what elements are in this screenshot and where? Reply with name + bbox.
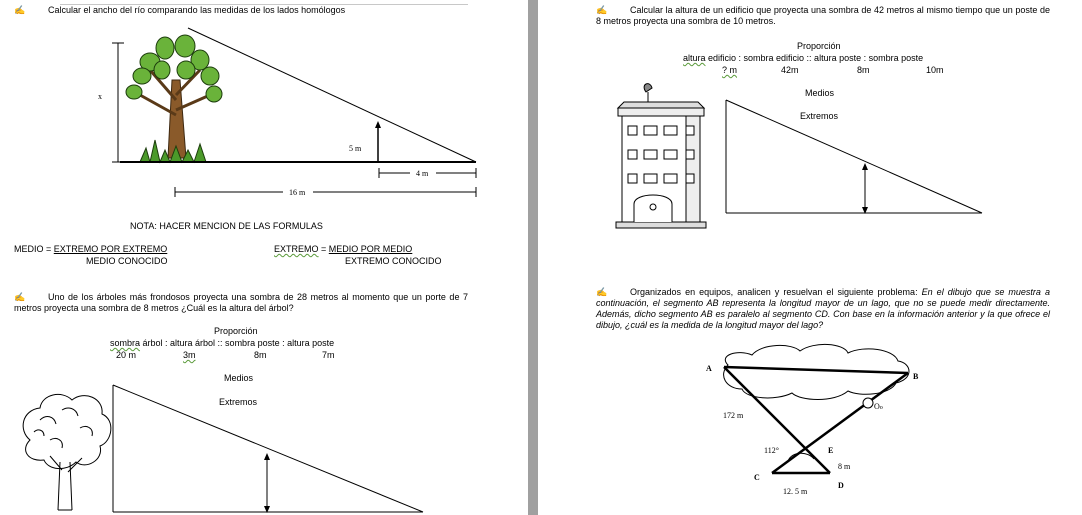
proportion-rest: árbol : altura árbol :: sombra poste : altura poste <box>140 338 335 348</box>
proportion-value-3: 8m <box>857 65 870 75</box>
proportion-value-3: 8m <box>254 350 267 360</box>
proportion-rest: edificio : sombra edificio :: altura poste : sombra poste <box>705 53 924 63</box>
proportion-row <box>110 338 334 349</box>
formula-extremo-numerator: MEDIO POR MEDIO <box>328 244 413 254</box>
proportion-value-2: 42m <box>781 65 799 75</box>
formula-medio <box>14 244 167 255</box>
proportion-value-4: 7m <box>322 350 335 360</box>
page-gap <box>528 0 538 515</box>
ed-length-label: 8 m <box>838 462 851 471</box>
medios-label: Medios <box>224 373 254 383</box>
side-length-label: 172 m <box>723 411 744 420</box>
formulas-note: NOTA: HACER MENCION DE LAS FORMULAS <box>130 221 323 231</box>
point-d-label: D <box>838 481 844 490</box>
extremos-label: Extremos <box>219 397 258 407</box>
point-e-label: E <box>828 446 834 455</box>
document-page-left <box>0 0 528 515</box>
pole-height-label: 5 m <box>349 144 362 153</box>
pen-bullet-icon: ✍ <box>14 5 26 15</box>
formula-medio-denominator: MEDIO CONOCIDO <box>86 256 168 266</box>
formula-medio-numerator: EXTREMO POR EXTREMO <box>53 244 168 254</box>
problem-1-text: Calcular el ancho del río comparando las medidas de los lados homólogos <box>48 5 346 15</box>
proportion-value-4: 10m <box>926 65 944 75</box>
medios-label: Medios <box>805 88 835 98</box>
angle-label: 112° <box>764 446 779 455</box>
formula-medio-prefix: MEDIO = <box>14 244 54 254</box>
problem-4-question: En el dibujo que se muestra a continuación, el segmento AB representa la longitud mayor de un lago, que no se puede medir directamente. Además, dicho segmento AB es paralelo al segmento CD. Con base en la información anterior y la que ofrece el dibujo, ¿cuál es la medida de la longitud mayor del lago? <box>596 287 1050 330</box>
tree-shadow-figure <box>0 0 528 200</box>
formula-extremo <box>274 244 412 255</box>
pen-bullet-icon: ✍ <box>596 5 608 15</box>
tree-sketch-figure <box>0 380 528 515</box>
point-a-label: A <box>706 364 712 373</box>
pole-shadow-label: 4 m <box>416 169 429 178</box>
proportion-first-word: altura <box>683 53 706 63</box>
formula-extremo-left: EXTREMO <box>274 244 319 254</box>
problem-3-text: Calcular la altura de un edificio que proyecta una sombra de 42 metros al mismo tiempo que un poste de 8 metros proyecta una sombra de 10 metros. <box>596 5 1050 26</box>
problem-4-lead: Organizados en equipos, analicen y resuelvan el siguiente problema: <box>630 287 922 297</box>
tree-height-label: x <box>98 92 102 101</box>
pen-bullet-icon: ✍ <box>596 287 608 297</box>
point-o-text: O <box>874 402 880 411</box>
proportion-first-word: sombra <box>110 338 141 348</box>
point-o-label <box>874 401 883 414</box>
proportion-row <box>683 53 923 64</box>
formula-extremo-eq: = <box>318 244 329 254</box>
lake-figure <box>538 335 1082 515</box>
building-shadow-figure <box>538 80 1082 230</box>
point-c-label: C <box>754 473 760 482</box>
proportion-title: Proporción <box>797 41 841 51</box>
formula-extremo-denominator: EXTREMO CONOCIDO <box>345 256 442 266</box>
document-page-right <box>538 0 1082 515</box>
proportion-value-2: 3m <box>183 350 196 360</box>
total-shadow-label: 16 m <box>289 188 306 197</box>
proportion-value-1: ? m <box>722 65 738 75</box>
proportion-title: Proporción <box>214 326 258 336</box>
proportion-value-1: 20 m <box>116 350 137 360</box>
point-o-sub: o <box>879 405 883 411</box>
extremos-label: Extremos <box>800 111 839 121</box>
pen-bullet-icon: ✍ <box>14 292 26 302</box>
problem-4-text <box>596 287 1050 331</box>
problem-2-text: Uno de los árboles más frondosos proyecta una sombra de 28 metros al momento que un porte de 7 metros proyecta una sombra de 8 metros ¿Cuál es la altura del árbol? <box>14 292 468 313</box>
cd-length-label: 12. 5 m <box>783 487 808 496</box>
point-b-label: B <box>913 372 919 381</box>
